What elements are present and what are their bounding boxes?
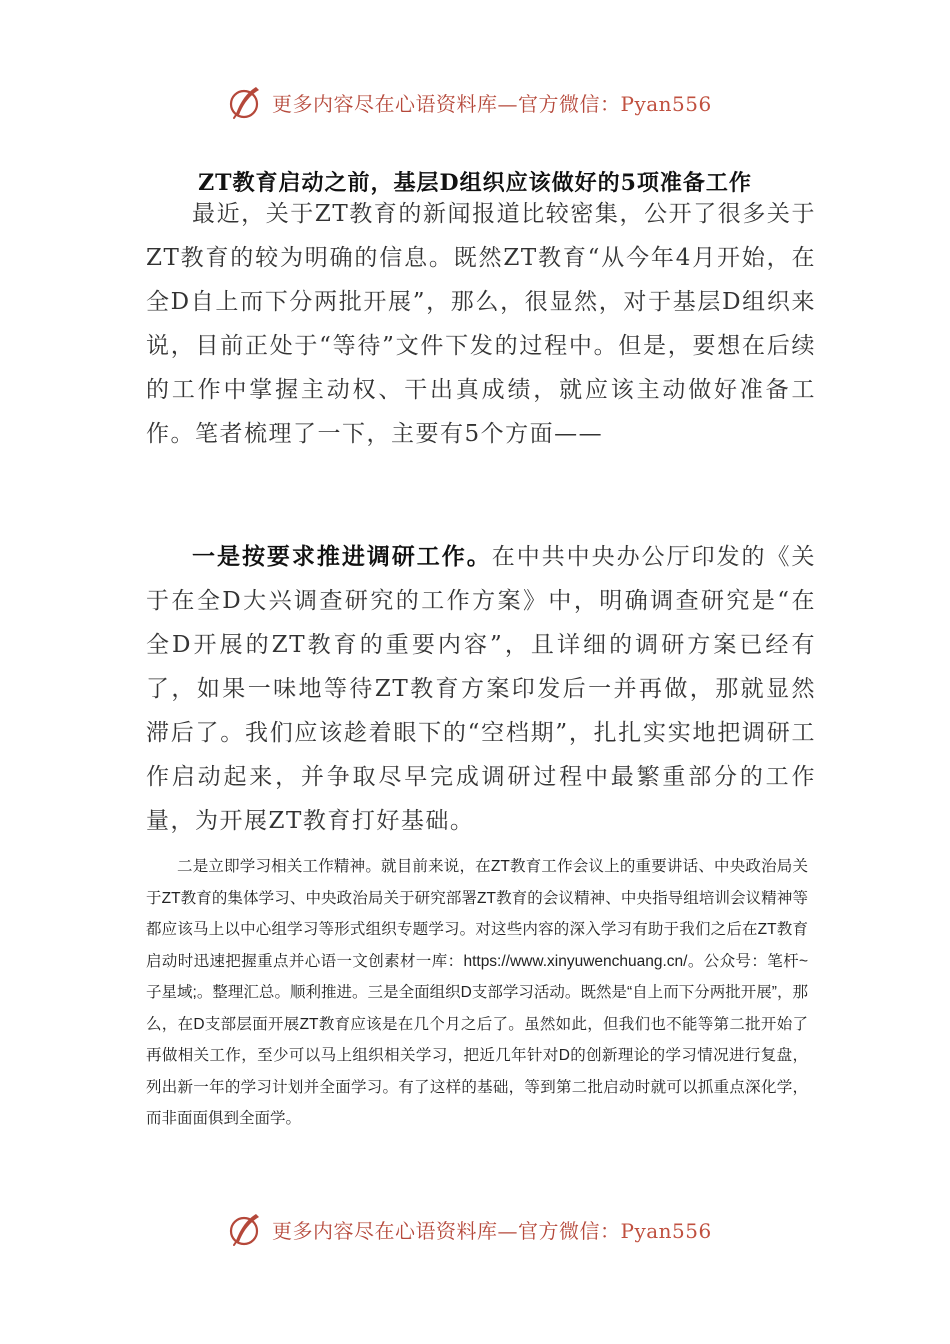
point-one-heading: 一是按要求推进调研工作。 bbox=[192, 543, 492, 570]
wechat-id: Pyan556 bbox=[620, 1218, 712, 1243]
banner-text: 更多内容尽在心语资料库—官方微信：Pyan556 bbox=[272, 91, 712, 116]
quill-logo-icon bbox=[226, 82, 266, 122]
wechat-id: Pyan556 bbox=[620, 91, 712, 116]
header-banner bbox=[226, 80, 746, 124]
footer-banner bbox=[226, 1207, 746, 1251]
points-two-three-paragraph: 二是立即学习相关工作精神。就目前来说，在ZT教育工作会议上的重要讲话、中央政治局关于ZT教育的集体学习、中央政治局关于研究部署ZT教育的会议精神、中央指导组培训会议精神等都应该马上以中心组学习等形式组织专题学习。对这些内容的深入学习有助于我们之后在ZT教育启动时迅速把握重点并心语一文创素材一库：https://www.xinyuwenchuang.cn/。公众号：笔杆~子星域;。整理汇总。顺利推进。三是全面组织D支部学习活动。既然是“自上而下分两批开展”，那么，在D支部层面开展ZT教育应该是在几个月之后了。虽然如此，但我们也不能等第二批开始了再做相关工作，至少可以马上组织相关学习，把近几年针对D的创新理论的学习情况进行复盘，列出新一年的学习计划并全面学习。有了这样的基础，等到第二批启动时就可以抓重点深化学，而非面面俱到全面学。 bbox=[146, 858, 808, 1127]
document-title: ZT教育启动之前，基层D组织应该做好的5项准备工作 bbox=[198, 170, 752, 196]
quill-logo-icon bbox=[226, 1209, 266, 1249]
point-one-paragraph bbox=[146, 535, 816, 843]
banner-text: 更多内容尽在心语资料库—官方微信：Pyan556 bbox=[272, 1218, 712, 1243]
intro-paragraph: 最近，关于ZT教育的新闻报道比较密集，公开了很多关于ZT教育的较为明确的信息。既然ZT教育“从今年4月开始，在全D自上而下分两批开展”，那么，很显然，对于基层D组织来说，目前正处于“等待”文件下发的过程中。但是，要想在后续的工作中掌握主动权、干出真成绩，就应该主动做好准备工作。笔者梳理了一下，主要有5个方面—— bbox=[146, 201, 816, 447]
point-one-body: 在中共中央办公厅印发的《关于在全D大兴调查研究的工作方案》中，明确调查研究是“在全D开展的ZT教育的重要内容”，且详细的调研方案已经有了，如果一味地等待ZT教育方案印发后一并再做，那就显然滞后了。我们应该趁着眼下的“空档期”，扎扎实实地把调研工作启动起来，并争取尽早完成调研过程中最繁重部分的工作量，为开展ZT教育打好基础。 bbox=[146, 544, 817, 834]
